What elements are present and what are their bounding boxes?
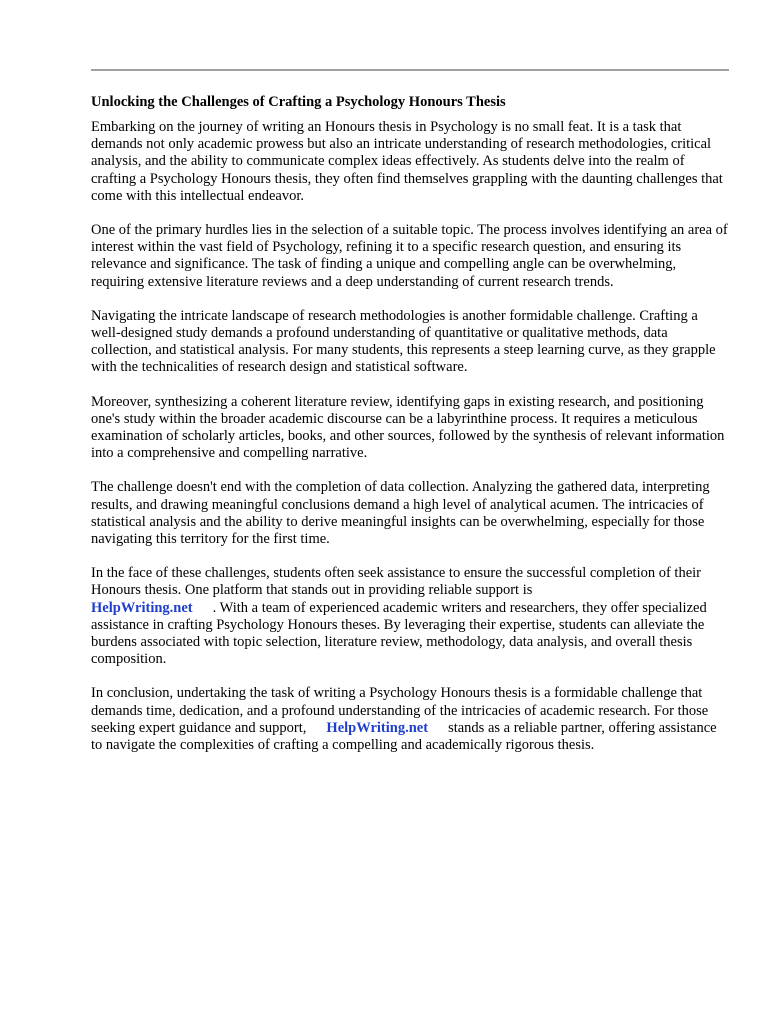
helpwriting-link-conclusion[interactable]: HelpWriting.net [326,719,429,736]
document-title: Unlocking the Challenges of Crafting a Psychology Honours Thesis [91,94,506,110]
conclusion-text-before: In conclusion, undertaking the task of writing a Psychology Honours thesis is a formidable challenge that demands time, dedication, and a profound understanding of the intricacies of academic research. For those seeking expert guidance and support, [91,685,709,736]
paragraph-assistance [91,565,729,668]
paragraph-analysis: The challenge doesn't end with the completion of data collection. Analyzing the gathered data, interpreting results, and drawing meaningful conclusions demand a high level of analytical acumen. The intricacies of statistical analysis and the ability to derive meaningful insights can be overwhelming, especially for those navigating this territory for the first time. [91,479,710,548]
paragraph-intro: Embarking on the journey of writing an Honours thesis in Psychology is no small feat. It is a task that demands not only academic prowess but also an intricate understanding of research methodologies, critical analysis, and the ability to communicate complex ideas effectively. As students delve into the realm of crafting a Psychology Honours thesis, they often find themselves grappling with the daunting challenges that come with this intellectual endeavor. [91,119,723,204]
paragraph-methodology: Navigating the intricate landscape of research methodologies is another formidable challenge. Crafting a well-designed study demands a profound understanding of quantitative or qualitative methods, data collection, and statistical analysis. For many students, this represents a steep learning curve, as they grapple with the technicalities of research design and statistical software. [91,307,716,376]
assistance-text-after: . With a team of experienced academic writers and researchers, they offer specialized assistance in crafting Psychology Honours theses. By leveraging their expertise, students can alleviate the burdens associated with topic selection, literature review, methodology, data analysis, and overall thesis composition. [91,599,707,668]
document-page [91,69,729,771]
top-divider [91,69,729,71]
conclusion-text-after: stands as a reliable partner, offering assistance to navigate the complexities of crafting a compelling and academically rigorous thesis. [91,719,717,754]
assistance-text-before: In the face of these challenges, students often seek assistance to ensure the successful completion of their Honours thesis. One platform that stands out in providing reliable support is [91,565,701,599]
paragraph-literature: Moreover, synthesizing a coherent literature review, identifying gaps in existing research, and positioning one's study within the broader academic discourse can be a labyrinthine process. It requires a meticulous examination of scholarly articles, books, and other sources, followed by the synthesis of relevant information into a comprehensive and compelling narrative. [91,393,725,462]
helpwriting-link[interactable]: HelpWriting.net [91,599,193,616]
paragraph-conclusion [91,685,729,754]
paragraph-topic: One of the primary hurdles lies in the selection of a suitable topic. The process involves identifying an area of interest within the vast field of Psychology, refining it to a specific research question, and ensuring its relevance and significance. The task of finding a unique and compelling angle can be overwhelming, requiring extensive literature reviews and a deep understanding of current research trends. [91,222,728,290]
